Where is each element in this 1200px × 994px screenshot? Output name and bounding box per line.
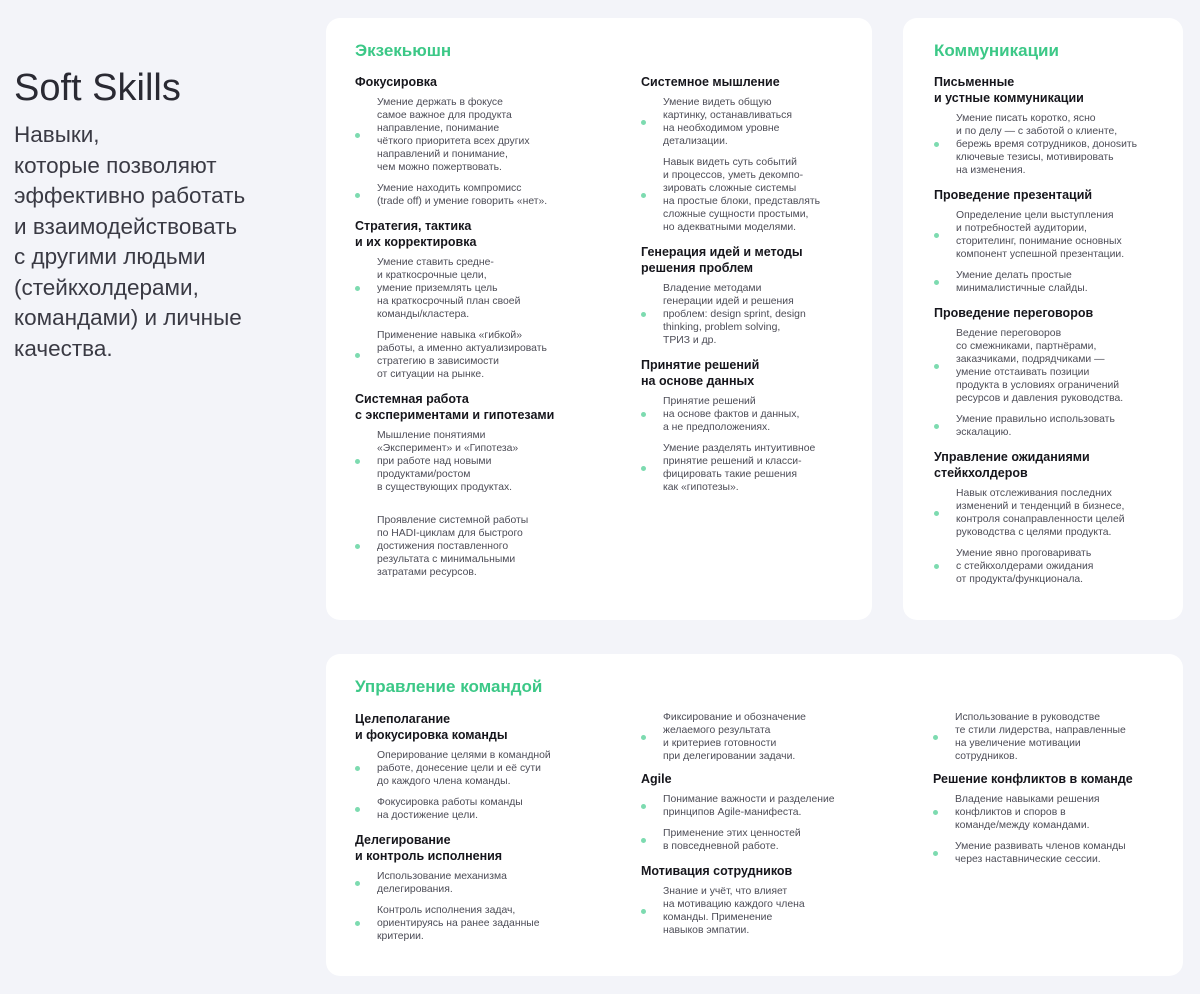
skill-section (355, 711, 615, 822)
skill-item: Владение методами генерации идей и решения проблем: design sprint, design thinking, problem solving, ТРИЗ и др. (641, 282, 861, 347)
team-card (326, 654, 1183, 976)
bullet-icon (641, 466, 646, 471)
skill-title: Решение конфликтов в команде (933, 772, 1133, 786)
bullet-icon (933, 810, 938, 815)
skill-item: Навык отслеживания последних изменений и тенденций в бизнесе, контроля сонаправленности целей руководства с целями продукта. (934, 487, 1174, 539)
communications-card (903, 18, 1183, 620)
skill-item: Применение этих ценностей в повседневной работе. (641, 827, 901, 853)
execution-card (326, 18, 872, 620)
skill-title: Управление ожиданиями стейкхолдеров (934, 450, 1090, 480)
skill-section (934, 305, 1174, 439)
skill-item: Контроль исполнения задач, ориентируясь на ранее заданные критерии. (355, 904, 615, 943)
skill-item: Умение видеть общую картинку, останавливаться на необходимом уровне детализации. (641, 96, 861, 148)
skill-item: Умение явно проговаривать с стейкхолдерами ожидания от продукта/функционала. (934, 547, 1174, 586)
skill-title: Мотивация сотрудников (641, 864, 793, 878)
skill-item: Умение ставить средне- и краткосрочные цели, умение приземлять цель на краткосрочный план своей команды/кластера. (355, 256, 615, 321)
bullet-icon (934, 280, 939, 285)
skill-section (934, 74, 1174, 177)
execution-title: Экзекьюшн (355, 41, 452, 60)
bullet-icon (933, 851, 938, 856)
bullet-icon (934, 364, 939, 369)
skill-item: Проявление системной работы по HADI-циклам для быстрого достижения поставленного результата с минимальными затратами ресурсов. (355, 514, 615, 579)
skill-section (355, 832, 615, 943)
skill-section (641, 863, 901, 937)
skill-title: Принятие решений на основе данных (641, 358, 760, 388)
skill-section (355, 74, 615, 208)
bullet-icon (641, 193, 646, 198)
bullet-icon (355, 459, 360, 464)
page-subtitle: Навыки, которые позволяют эффективно работать и взаимодействовать с другими людьми (стейкхолдерами, командами) и личные качества. (14, 122, 246, 361)
skill-title: Стратегия, тактика и их корректировка (355, 219, 477, 249)
execution-column-2 (641, 74, 861, 504)
bullet-icon (934, 564, 939, 569)
skill-title: Проведение презентаций (934, 188, 1093, 202)
skill-item: Умение разделять интуитивное принятие решений и класси- фицировать такие решения как «гипотезы». (641, 442, 861, 494)
skill-section (355, 218, 615, 381)
skill-title: Целеполагание и фокусировка команды (355, 712, 508, 742)
skill-title: Системная работа с экспериментами и гипотезами (355, 392, 555, 422)
team-column-1 (355, 711, 615, 953)
bullet-icon (641, 838, 646, 843)
skill-section (933, 771, 1173, 866)
bullet-icon (355, 921, 360, 926)
skill-item: Определение цели выступления и потребностей аудитории, сторителинг, понимание основных компонент успешной презентации. (934, 209, 1174, 261)
skill-section (641, 244, 861, 347)
bullet-icon (355, 881, 360, 886)
skill-item: Умение писать коротко, ясно и по делу — с заботой о клиенте, бережь время сотрудников, донosить ключевые тезисы, мотивировать на изменения. (934, 112, 1174, 177)
communications-title: Коммуникации (934, 41, 1059, 60)
bullet-icon (934, 424, 939, 429)
skill-item: Оперирование целями в командной работе, донесение цели и её сути до каждого члена команды. (355, 749, 615, 788)
communications-column (934, 74, 1174, 596)
skill-title: Системное мышление (641, 75, 780, 89)
skill-item: Умение находить компромисс (trade off) и умение говорить «нет». (355, 182, 615, 208)
skill-section (934, 449, 1174, 586)
skill-item: Использование механизма делегирования. (355, 870, 615, 896)
bullet-icon (934, 233, 939, 238)
bullet-icon (355, 807, 360, 812)
skill-item: Фокусировка работы команды на достижение цели. (355, 796, 615, 822)
bullet-icon (355, 766, 360, 771)
bullet-icon (355, 353, 360, 358)
skill-section (641, 74, 861, 234)
skill-title: Делегирование и контроль исполнения (355, 833, 503, 863)
skill-section (641, 771, 901, 853)
skill-item: Умение держать в фокусе самое важное для продукта направление, понимание чёткого приоритета всех других направлений и понимание, чем можно пожертвовать. (355, 96, 615, 174)
bullet-icon (641, 120, 646, 125)
bullet-icon (641, 909, 646, 914)
bullet-icon (355, 544, 360, 549)
skill-section (641, 357, 861, 494)
team-column-2 (641, 711, 901, 947)
bullet-icon (934, 511, 939, 516)
skill-item: Фиксирование и обозначение желаемого результата и критериев готовности при делегировании задачи. (641, 711, 901, 763)
bullet-icon (641, 312, 646, 317)
skill-item: Умение делать простые минималистичные слайды. (934, 269, 1174, 295)
skill-item: Понимание важности и разделение принципов Agile-манифеста. (641, 793, 901, 819)
skill-item: Навык видеть суть событий и процессов, уметь декомпо- зировать сложные системы на простые блоки, представлять сложные сущности простыми, но адекватными моделями. (641, 156, 861, 234)
page-title: Soft Skills (14, 67, 181, 109)
skill-item: Умение правильно использовать эскалацию. (934, 413, 1174, 439)
skill-section (934, 187, 1174, 295)
bullet-icon (641, 804, 646, 809)
skill-item: Применение навыка «гибкой» работы, а именно актуализировать стратегию в зависимости от ситуации на рынке. (355, 329, 615, 381)
skill-item: Мышление понятиями «Эксперимент» и «Гипотеза» при работе над новыми продуктами/ростом в существующих продуктах. (355, 429, 615, 494)
skill-title: Проведение переговоров (934, 306, 1094, 320)
skill-title: Письменные и устные коммуникации (934, 75, 1084, 105)
bullet-icon (355, 286, 360, 291)
skill-title: Agile (641, 772, 672, 786)
bullet-icon (355, 193, 360, 198)
bullet-icon (933, 735, 938, 740)
bullet-icon (641, 735, 646, 740)
team-title: Управление командой (355, 677, 543, 696)
skill-item: Ведение переговоров со смежниками, партнёрами, заказчиками, подрядчиками — умение отстаивать позиции продукта в условиях ограничений ресурсов и давления руководства. (934, 327, 1174, 405)
skill-title: Фокусировка (355, 75, 438, 89)
skill-item: Умение развивать членов команды через наставнические сессии. (933, 840, 1173, 866)
bullet-icon (641, 412, 646, 417)
skill-item: Использование в руководстве те стили лидерства, направленные на увеличение мотивации сотрудников. (933, 711, 1173, 763)
intro (14, 66, 304, 364)
bullet-icon (934, 142, 939, 147)
skill-section (355, 391, 615, 579)
skill-item: Владение навыками решения конфликтов и споров в команде/между командами. (933, 793, 1173, 832)
skill-item: Знание и учёт, что влияет на мотивацию каждого члена команды. Применение навыков эмпатии. (641, 885, 901, 937)
execution-column-1 (355, 74, 615, 589)
skill-title: Генерация идей и методы решения проблем (641, 245, 803, 275)
skill-item: Принятие решений на основе фактов и данных, а не предположениях. (641, 395, 861, 434)
team-column-3 (933, 711, 1173, 876)
bullet-icon (355, 133, 360, 138)
